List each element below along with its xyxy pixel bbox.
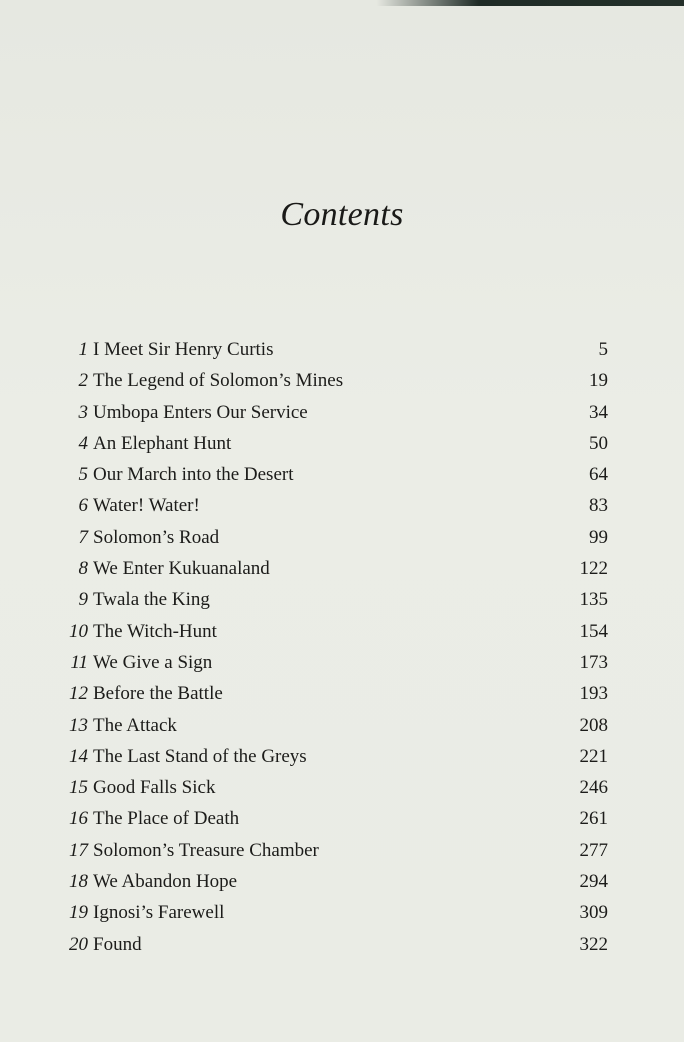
toc-entry: [0, 524, 684, 555]
chapter-page: 208: [579, 714, 608, 736]
chapter-title: We Abandon Hope: [93, 871, 238, 893]
chapter-title: We Give a Sign: [93, 651, 213, 673]
chapter-page: 154: [579, 620, 608, 642]
chapter-title: Our March into the Desert: [93, 464, 294, 486]
chapter-number: 3: [78, 401, 88, 423]
toc-entry: [0, 399, 684, 430]
toc-entry: [0, 805, 684, 836]
chapter-number: 11: [70, 651, 88, 673]
chapter-page: 19: [589, 370, 608, 392]
toc-entry: [0, 712, 684, 743]
toc-entry: [0, 618, 684, 649]
toc-entry: [0, 931, 684, 962]
chapter-page: 50: [589, 432, 608, 454]
toc-entry: [0, 837, 684, 868]
chapter-page: 173: [579, 651, 608, 673]
toc-entry: [0, 492, 684, 523]
toc-entry: [0, 586, 684, 617]
chapter-number: 17: [69, 839, 88, 861]
chapter-title: Found: [93, 933, 142, 955]
chapter-page: 221: [579, 745, 608, 767]
chapter-number: 9: [78, 589, 88, 611]
toc-entry: [0, 649, 684, 680]
toc-entry: [0, 743, 684, 774]
chapter-title: The Attack: [93, 714, 177, 736]
chapter-number: 19: [69, 902, 88, 924]
chapter-page: 294: [579, 871, 608, 893]
toc-entry: [0, 430, 684, 461]
chapter-page: 277: [579, 839, 608, 861]
toc-entry: [0, 868, 684, 899]
table-of-contents: [0, 336, 684, 962]
toc-entry: [0, 367, 684, 398]
toc-entry: [0, 555, 684, 586]
chapter-title: Twala the King: [93, 589, 210, 611]
chapter-page: 309: [579, 902, 608, 924]
chapter-page: 5: [598, 339, 608, 360]
chapter-number: 2: [78, 370, 88, 392]
chapter-page: 99: [589, 526, 608, 548]
chapter-title: The Last Stand of the Greys: [93, 745, 307, 767]
chapter-number: 1: [78, 339, 88, 360]
chapter-number: 10: [69, 620, 88, 642]
toc-entry: [0, 336, 684, 367]
chapter-number: 4: [78, 432, 88, 454]
chapter-number: 5: [78, 464, 88, 486]
chapter-title: The Witch-Hunt: [93, 620, 217, 642]
chapter-number: 20: [69, 933, 88, 955]
chapter-page: 193: [579, 683, 608, 705]
chapter-page: 34: [589, 401, 608, 423]
chapter-title: Water! Water!: [93, 495, 200, 517]
chapter-number: 14: [69, 745, 88, 767]
page-title: Contents: [280, 196, 404, 233]
chapter-number: 6: [78, 495, 88, 517]
chapter-number: 7: [78, 526, 88, 548]
chapter-title: We Enter Kukuanaland: [93, 558, 270, 580]
toc-entry: [0, 680, 684, 711]
toc-entry: [0, 461, 684, 492]
chapter-title: The Place of Death: [93, 808, 240, 830]
chapter-page: 246: [579, 777, 608, 799]
chapter-title: Umbopa Enters Our Service: [93, 401, 308, 423]
chapter-number: 12: [69, 683, 88, 705]
chapter-page: 261: [579, 808, 608, 830]
page-top-edge: [0, 0, 684, 6]
chapter-title: Ignosi’s Farewell: [93, 902, 225, 924]
chapter-title: The Legend of Solomon’s Mines: [93, 370, 344, 392]
chapter-page: 322: [579, 933, 608, 955]
chapter-page: 122: [579, 558, 608, 580]
chapter-title: I Meet Sir Henry Curtis: [93, 339, 274, 360]
chapter-title: Solomon’s Road: [93, 526, 220, 548]
toc-entry: [0, 899, 684, 930]
chapter-page: 83: [589, 495, 608, 517]
chapter-page: 64: [589, 464, 608, 486]
chapter-number: 15: [69, 777, 88, 799]
chapter-page: 135: [579, 589, 608, 611]
chapter-title: Before the Battle: [93, 683, 223, 705]
chapter-title: Solomon’s Treasure Chamber: [93, 839, 319, 861]
chapter-number: 13: [69, 714, 88, 736]
chapter-title: Good Falls Sick: [93, 777, 216, 799]
chapter-number: 18: [69, 871, 88, 893]
chapter-number: 16: [69, 808, 88, 830]
chapter-title: An Elephant Hunt: [93, 432, 232, 454]
chapter-number: 8: [78, 558, 88, 580]
toc-entry: [0, 774, 684, 805]
